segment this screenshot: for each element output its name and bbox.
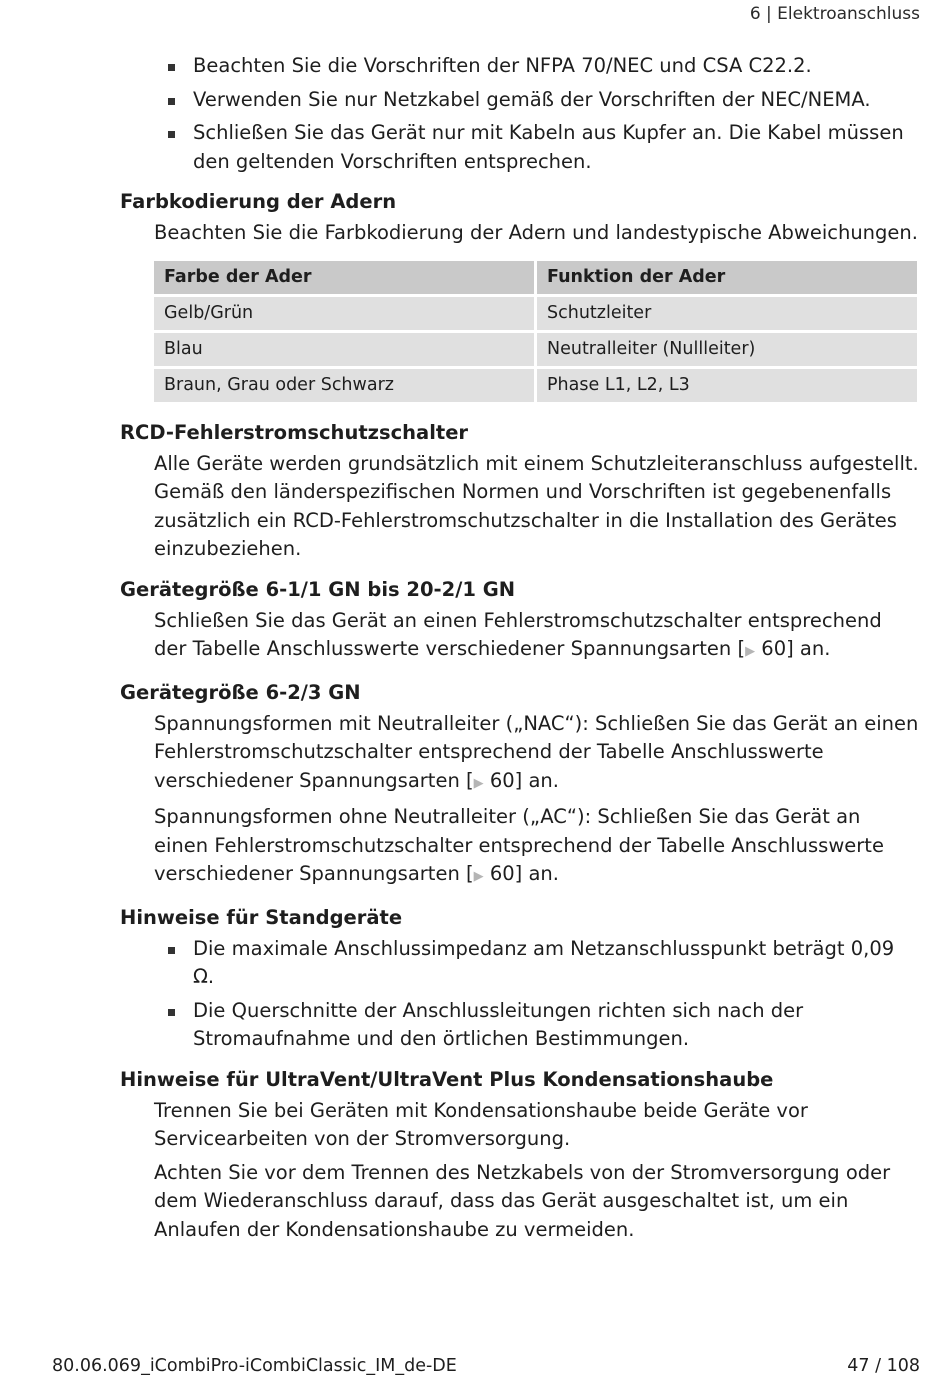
section-heading-ultravent: Hinweise für UltraVent/UltraVent Plus Kondensationshaube (120, 1067, 774, 1091)
list-item: Die Querschnitte der Anschlussleitungen richten sich nach der Stromaufnahme und den örtlichen Bestimmungen. (168, 997, 920, 1054)
bullet-square-icon (168, 64, 175, 71)
page-reference-link[interactable]: 60 (489, 862, 515, 885)
table-cell: Schutzleiter (537, 297, 917, 330)
bullet-square-icon (168, 1009, 175, 1016)
table-row (154, 369, 917, 402)
list-item: Die maximale Anschlussimpedanz am Netzanschlusspunkt beträgt 0,09 Ω. (168, 935, 920, 992)
footer-page-number: 47 / 108 (847, 1356, 920, 1376)
paragraph: Alle Geräte werden grundsätzlich mit einem Schutzleiteranschluss aufgestellt. Gemäß den länderspezifischen Normen und Vorschriften ist gegebenenfalls zusätzlich ein RCD-Fehlerstromschutzschalter in die Installation des Gerätes einzubeziehen. (154, 451, 919, 560)
table-header-row (154, 261, 917, 294)
page-reference-link[interactable]: 60 (489, 768, 515, 792)
table-row (154, 333, 917, 366)
page-reference-arrow-icon: ▶ (473, 869, 484, 884)
table-cell: Braun, Grau oder Schwarz (154, 369, 534, 402)
list-item: Verwenden Sie nur Netzkabel gemäß der Vorschriften der NEC/NEMA. (168, 86, 920, 115)
paragraph: Schließen Sie das Gerät an einen Fehlerstromschutzschalter entsprechend der Tabelle Anschlusswerte verschiedener Spannungsarten [▶ 60] an. (154, 608, 882, 660)
bullet-square-icon (168, 98, 175, 105)
section-heading-size-6-1: Gerätegröße 6-1/1 GN bis 20-2/1 GN (120, 577, 516, 601)
table-cell: Gelb/Grün (154, 297, 534, 330)
section-heading-rcd: RCD-Fehlerstromschutzschalter (120, 420, 469, 444)
table-row (154, 297, 917, 330)
list-item: Beachten Sie die Vorschriften der NFPA 70/NEC und CSA C22.2. (168, 52, 920, 81)
paragraph: Trennen Sie bei Geräten mit Kondensationshaube beide Geräte vor Servicearbeiten von der Stromversorgung. (154, 1098, 808, 1150)
section-heading-color-coding: Farbkodierung der Adern (120, 190, 397, 213)
list-item: Schließen Sie das Gerät nur mit Kabeln aus Kupfer an. Die Kabel müssen den geltenden Vorschriften entsprechen. (168, 119, 920, 176)
page-content (120, 52, 920, 1249)
bullet-square-icon (168, 131, 175, 138)
section-heading-size-6-2: Gerätegröße 6-2/3 GN (120, 680, 361, 704)
running-header: 6 | Elektroanschluss (749, 4, 920, 24)
column-header-color: Farbe der Ader (154, 261, 534, 294)
page-reference-link[interactable]: 60 (761, 637, 787, 660)
page-reference-arrow-icon: ▶ (473, 775, 484, 791)
bullet-square-icon (168, 947, 175, 954)
footer-document-id: 80.06.069_iCombiPro-iCombiClassic_IM_de-DE (52, 1356, 457, 1376)
page-reference-arrow-icon: ▶ (745, 644, 756, 659)
wire-color-table (151, 258, 920, 405)
paragraph: Beachten Sie die Farbkodierung der Adern und landestypische Abweichungen. (154, 221, 918, 244)
standgeraete-bullet-list (120, 935, 920, 1054)
paragraph: Spannungsformen mit Neutralleiter („NAC“): Schließen Sie das Gerät an einen Fehlerstromschutzschalter entsprechend der Tabelle Anschlusswerte verschiedener Spannungsarten [▶ 60] an. (154, 711, 919, 792)
table-cell: Blau (154, 333, 534, 366)
column-header-function: Funktion der Ader (537, 261, 917, 294)
paragraph: Achten Sie vor dem Trennen des Netzkabels von der Stromversorgung oder dem Wiederanschluss darauf, dass das Gerät ausgeschaltet ist, um ein Anlaufen der Kondensationshaube zu vermeiden. (154, 1160, 891, 1241)
paragraph: Spannungsformen ohne Neutralleiter („AC“): Schließen Sie das Gerät an einen Fehlerstromschutzschalter entsprechend der Tabelle Anschlusswerte verschiedener Spannungsarten [▶ 60] an. (154, 805, 884, 885)
table-cell: Phase L1, L2, L3 (537, 369, 917, 402)
intro-bullet-list (120, 52, 920, 176)
section-heading-standgeraete: Hinweise für Standgeräte (120, 905, 403, 929)
table-cell: Neutralleiter (Nullleiter) (537, 333, 917, 366)
